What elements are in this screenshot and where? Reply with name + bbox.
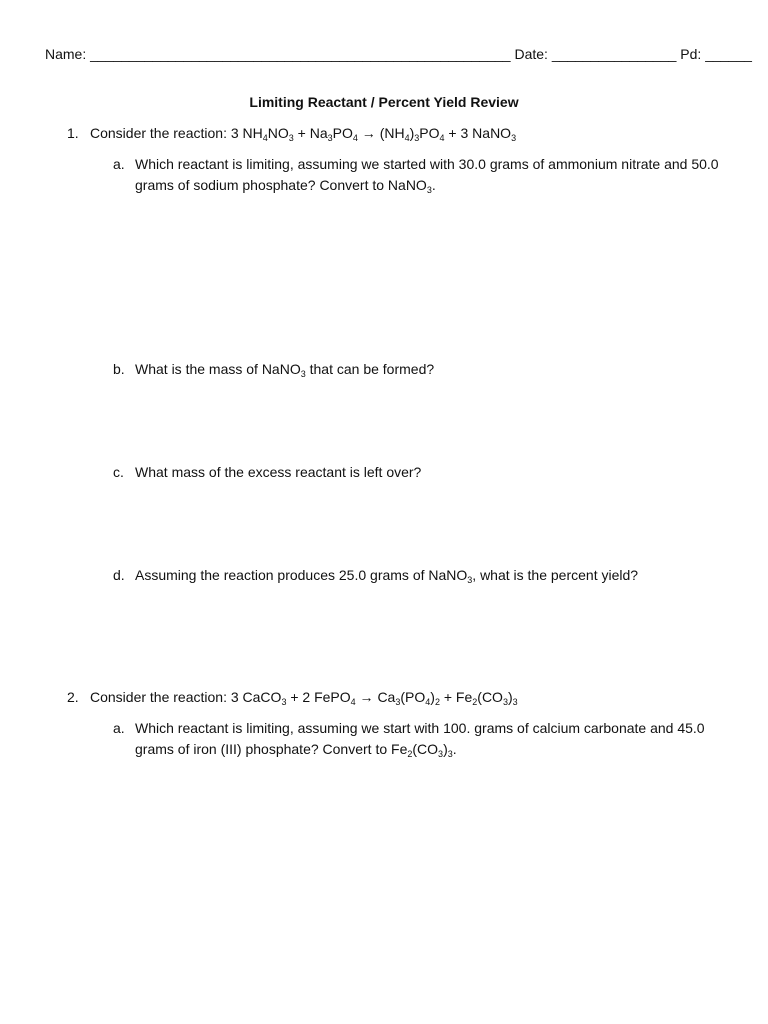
part-text: Which reactant is limiting, assuming we started with 30.0 grams of ammonium nitrate and 50.0 grams of sodium phosphate? Convert to NaNO$_3$. (135, 156, 719, 195)
part-text: Assuming the reaction produces 25.0 grams of NaNO$_3$, what is the percent yield? (135, 567, 639, 585)
reaction-equation: Consider the reaction: 3 $NH_4NO_3 + Na_3PO_4 \to (NH_4)_3PO_4 + 3$ NaNO$_3$ (90, 125, 517, 143)
part-text: What mass of the excess reactant is left over? (135, 464, 422, 480)
part-text: Which reactant is limiting, assuming we start with 100. grams of calcium carbonate and 45.0 grams of iron (III) phosphate? Convert to $Fe_2(CO_3)_3$. (135, 720, 705, 759)
student-info-line: Name: ______________________________________________________ Date: ________________ Pd: ______ (45, 46, 752, 62)
reaction-equation: Consider the reaction: 3 CaCO$_3$ + 2 FePO$_4$ → $Ca_3(PO_4)_2 + Fe_2(CO_3)_3$ (90, 689, 518, 707)
part-letter: a. (113, 720, 125, 736)
part-letter: b. (113, 361, 125, 377)
worksheet-title: Limiting Reactant / Percent Yield Review (249, 94, 519, 110)
part-letter: a. (113, 156, 125, 172)
question-number: 2. (67, 689, 79, 705)
part-text: What is the mass of NaNO$_3$ that can be formed? (135, 361, 435, 379)
question-number: 1. (67, 125, 79, 141)
part-letter: c. (113, 464, 124, 480)
part-letter: d. (113, 567, 125, 583)
